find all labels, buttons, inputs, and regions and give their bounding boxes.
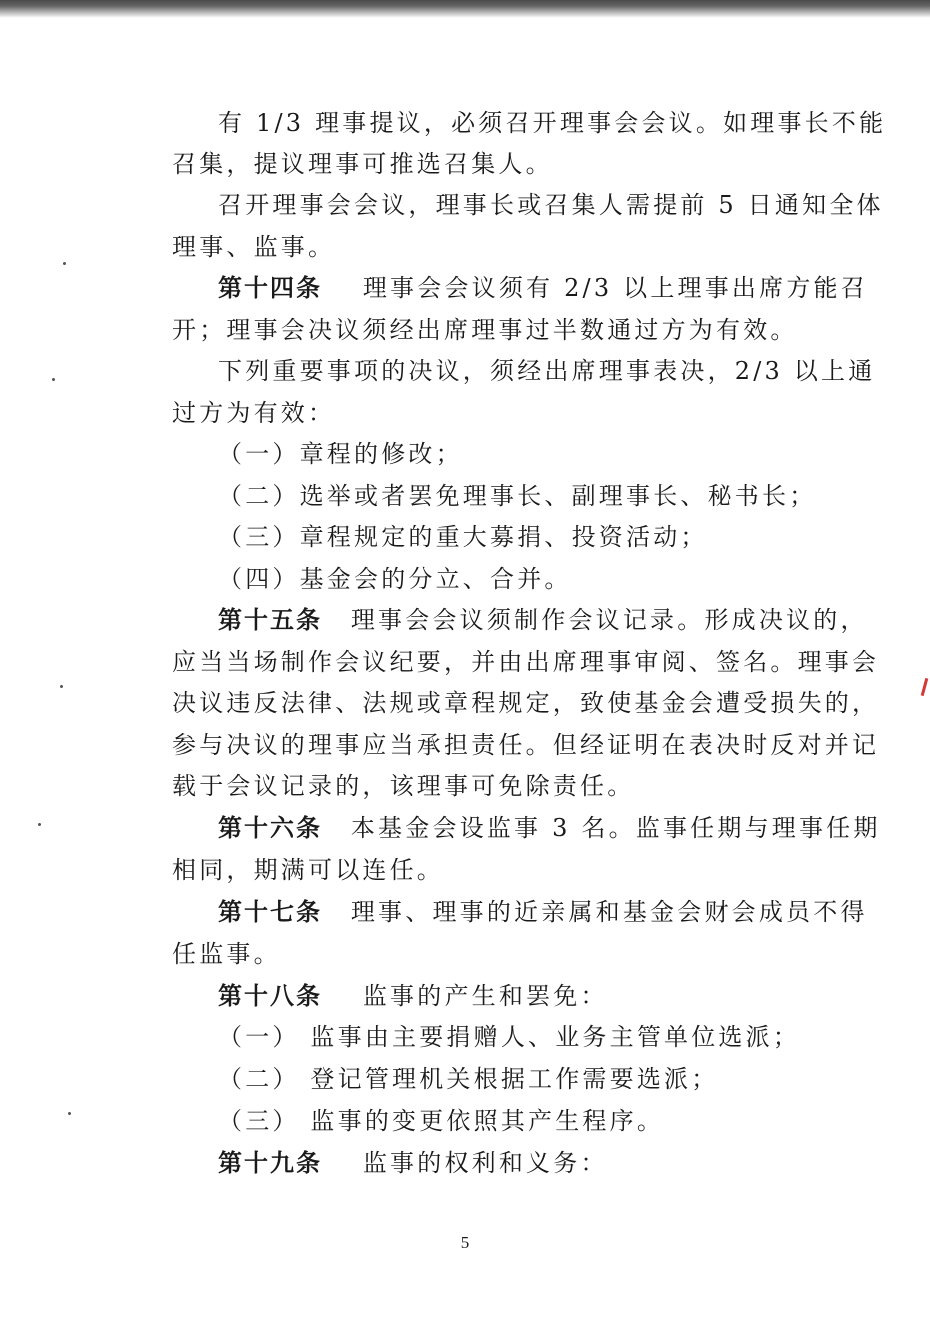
article-heading: 第十七条 bbox=[218, 897, 322, 926]
body-line: 召集，提议理事可推选召集人。 bbox=[172, 150, 553, 178]
list-item: （一） 监事由主要捐赠人、业务主管单位选派； bbox=[218, 1023, 801, 1051]
article-text: 理事会会议须有 2/3 以上理事出席方能召 bbox=[362, 274, 868, 302]
article-heading: 第十六条 bbox=[218, 813, 322, 842]
article-19-line bbox=[218, 1148, 608, 1178]
body-line: 过方为有效： bbox=[172, 399, 336, 427]
list-item: （三）章程规定的重大募捐、投资活动； bbox=[218, 523, 708, 551]
body-line: 决议违反法律、法规或章程规定，致使基金会遭受损失的， bbox=[172, 689, 880, 717]
body-line: 应当当场制作会议纪要，并由出席理事审阅、签名。理事会 bbox=[172, 648, 880, 676]
article-heading: 第十五条 bbox=[218, 605, 322, 634]
list-item: （二）选举或者罢免理事长、副理事长、秘书长； bbox=[218, 482, 817, 510]
body-line: 理事、监事。 bbox=[172, 233, 336, 261]
article-text: 理事、理事的近亲属和基金会财会成员不得 bbox=[350, 898, 868, 926]
list-item: （一）章程的修改； bbox=[218, 440, 463, 468]
article-14-line bbox=[218, 273, 868, 303]
article-heading: 第十九条 bbox=[218, 1148, 322, 1177]
body-line: 有 1/3 理事提议，必须召开理事会会议。如理事长不能 bbox=[218, 109, 887, 137]
body-line: 开；理事会决议须经出席理事过半数通过方为有效。 bbox=[172, 316, 798, 344]
article-16-line bbox=[218, 813, 881, 843]
body-line: 召开理事会会议，理事长或召集人需提前 5 日通知全体 bbox=[218, 191, 884, 219]
page-number: 5 bbox=[460, 1233, 470, 1252]
article-18-line bbox=[218, 981, 608, 1011]
article-17-line bbox=[218, 897, 868, 927]
body-line: 载于会议记录的，该理事可免除责任。 bbox=[172, 772, 635, 800]
body-line: 下列重要事项的决议，须经出席理事表决，2/3 以上通 bbox=[218, 357, 876, 385]
article-text: 监事的权利和义务： bbox=[362, 1149, 608, 1177]
body-line: 相同，期满可以连任。 bbox=[172, 856, 444, 884]
body-line: 参与决议的理事应当承担责任。但经证明在表决时反对并记 bbox=[172, 731, 880, 759]
article-heading: 第十四条 bbox=[218, 273, 322, 302]
article-text: 监事的产生和罢免： bbox=[362, 982, 608, 1010]
list-item: （四）基金会的分立、合并。 bbox=[218, 565, 572, 593]
article-15-line bbox=[218, 605, 868, 635]
article-text: 本基金会设监事 3 名。监事任期与理事任期 bbox=[350, 814, 881, 842]
article-text: 理事会会议须制作会议记录。形成决议的， bbox=[350, 606, 868, 634]
article-heading: 第十八条 bbox=[218, 981, 322, 1010]
body-line: 任监事。 bbox=[172, 940, 281, 968]
list-item: （三） 监事的变更依照其产生程序。 bbox=[218, 1107, 665, 1135]
list-item: （二） 登记管理机关根据工作需要选派； bbox=[218, 1065, 719, 1093]
